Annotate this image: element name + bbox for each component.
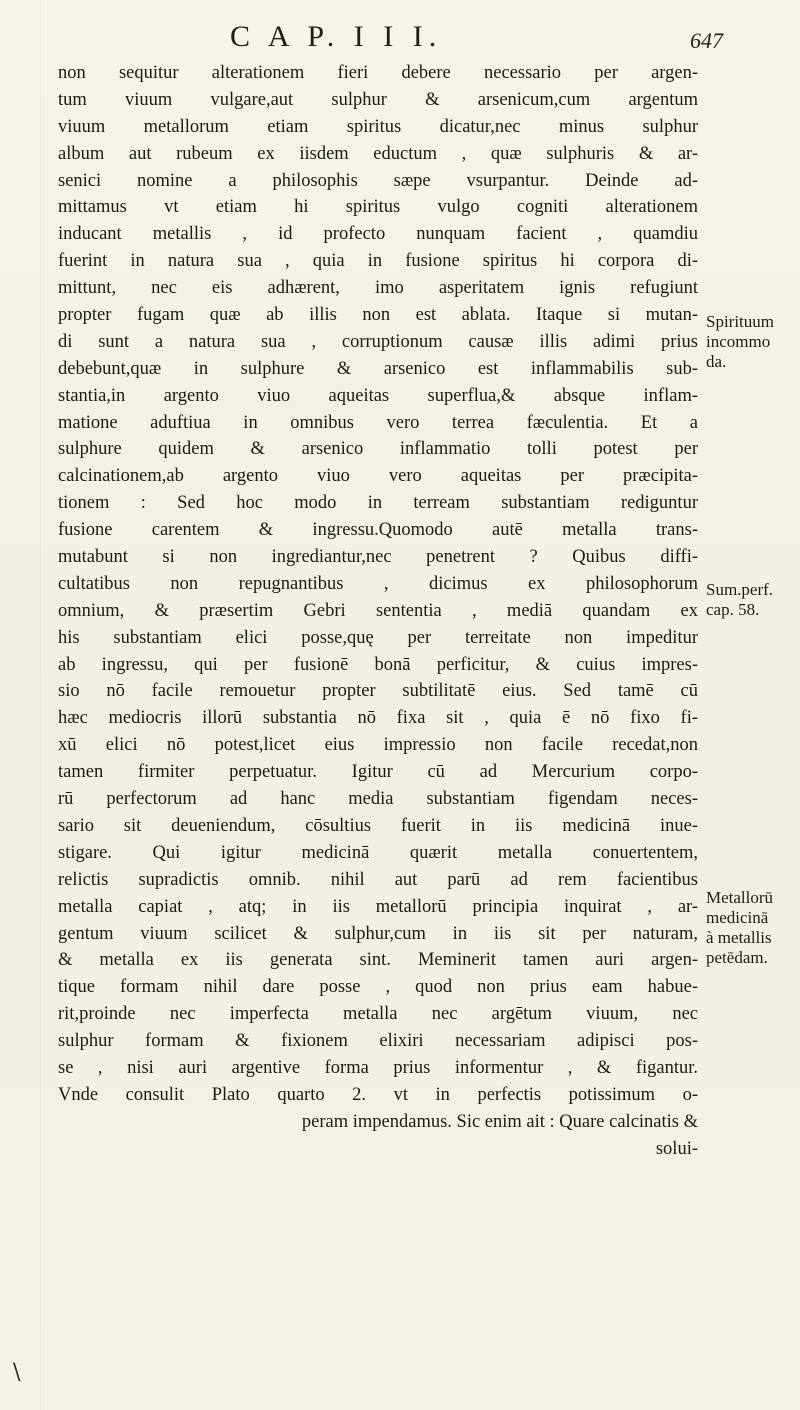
- text-line: omnium, & præsertim Gebri sententia , mediā quandam ex: [58, 600, 698, 621]
- margin-note-spirituum: [706, 312, 774, 372]
- text-line: tique formam nihil dare posse , quod non prius eam habue-: [58, 977, 698, 998]
- text-line: album aut rubeum ex iisdem eductum , quæ sulphuris & ar-: [58, 143, 698, 164]
- running-head: C A P. I I I.: [230, 20, 443, 53]
- margin-note-line: Sum.perf.: [706, 580, 774, 599]
- main-text-block: [58, 60, 698, 1163]
- margin-note-metallorum: [706, 888, 773, 968]
- text-line: sulphur formam & fixionem elixiri necessariam adipisci pos-: [58, 1031, 698, 1052]
- text-line: rit,proinde nec imperfecta metalla nec argētum viuum, nec: [58, 1004, 698, 1025]
- text-line: inducant metallis , id profecto nunquam facient , quamdiu: [58, 224, 698, 245]
- page-shading-line: [40, 0, 41, 1410]
- margin-note-sum-perf: [706, 580, 773, 620]
- text-line: debebunt,quæ in sulphure & arsenico est inflammabilis sub-: [58, 358, 698, 379]
- margin-note-line: cap. 58.: [706, 600, 760, 619]
- text-line: cultatibus non repugnantibus , dicimus ex philosophorum: [58, 573, 698, 594]
- text-line: xū elici nō potest,licet eius impressio non facile recedat,non: [58, 735, 698, 756]
- catchword: solui-: [655, 1138, 698, 1159]
- text-line: rū perfectorum ad hanc media substantiam figendam neces-: [58, 789, 698, 810]
- text-line: propter fugam quæ ab illis non est ablata. Itaque si mutan-: [58, 305, 698, 326]
- text-line: Vnde consulit Plato quarto 2. vt in perfectis potissimum o-: [58, 1084, 698, 1105]
- text-line: stantia,in argento viuo aqueitas superflua,& absque inflam-: [58, 385, 698, 406]
- text-line: sario sit deueniendum, cōsultius fuerit in iis medicinā inue-: [58, 815, 698, 836]
- text-line: peram impendamus. Sic enim ait : Quare calcinatis &: [301, 1111, 698, 1132]
- text-line: stigare. Qui igitur medicinā quærit metalla conuertentem,: [58, 842, 698, 863]
- text-line: & metalla ex iis generata sint. Meminerit tamen auri argen-: [58, 950, 698, 971]
- text-line: fuerint in natura sua , quia in fusione spiritus hi corpora di-: [58, 251, 698, 272]
- text-line: tum viuum vulgare,aut sulphur & arsenicum,cum argentum: [58, 89, 698, 110]
- text-line: mittamus vt etiam hi spiritus vulgo cogniti alterationem: [58, 197, 698, 218]
- text-line: ab ingressu, qui per fusionē bonā perficitur, & cuius impres-: [58, 654, 698, 675]
- text-line: matione aduftiua in omnibus vero terrea fæculentia. Et a: [58, 412, 698, 433]
- text-line: calcinationem,ab argento viuo vero aqueitas per præcipita-: [58, 466, 698, 487]
- text-line: sio nō facile remouetur propter subtilitatē eius. Sed tamē cū: [58, 681, 698, 702]
- stray-ink-mark: \: [13, 1360, 21, 1385]
- text-line: tamen firmiter perpetuatur. Igitur cū ad Mercurium corpo-: [58, 762, 698, 783]
- text-line: viuum metallorum etiam spiritus dicatur,nec minus sulphur: [58, 116, 698, 137]
- text-line: fusione carentem & ingressu.Quomodo autē metalla trans-: [58, 520, 698, 541]
- margin-note-line: da.: [706, 352, 727, 371]
- text-line: mutabunt si non ingrediantur,nec penetrent ? Quibus diffi-: [58, 547, 698, 568]
- text-line: se , nisi auri argentive forma prius informentur , & figantur.: [58, 1057, 698, 1078]
- text-line: tionem : Sed hoc modo in terream substantiam rediguntur: [58, 493, 698, 514]
- text-line: non sequitur alterationem fieri debere necessario per argen-: [58, 63, 698, 83]
- margin-note-line: medicinā: [706, 908, 769, 927]
- text-line: relictis supradictis omnib. nihil aut parū ad rem facientibus: [58, 869, 698, 890]
- page-number: 647: [690, 28, 723, 53]
- margin-note-line: Spirituum: [706, 312, 775, 331]
- text-line: his substantiam elici posse,quę per terreitate non impeditur: [58, 627, 698, 648]
- text-line: hæc mediocris illorū substantia nō fixa sit , quia ē nō fixo fi-: [58, 708, 698, 729]
- page-header: [0, 18, 800, 58]
- text-line: senici nomine a philosophis sæpe vsurpantur. Deinde ad-: [58, 170, 698, 191]
- margin-note-line: à metallis: [706, 928, 772, 947]
- text-line: di sunt a natura sua , corruptionum causæ illis adimi prius: [58, 331, 698, 352]
- text-line: gentum viuum scilicet & sulphur,cum in iis sit per naturam,: [58, 923, 698, 944]
- text-line: metalla capiat , atq; in iis metallorū principia inquirat , ar-: [58, 896, 698, 917]
- text-line: mittunt, nec eis adhærent, imo asperitatem ignis refugiunt: [58, 278, 698, 299]
- margin-note-line: petēdam.: [706, 948, 768, 967]
- text-line: sulphure quidem & arsenico inflammatio tolli potest per: [58, 439, 698, 460]
- margin-note-line: incommo: [706, 332, 771, 351]
- margin-note-line: Metallorū: [706, 888, 774, 907]
